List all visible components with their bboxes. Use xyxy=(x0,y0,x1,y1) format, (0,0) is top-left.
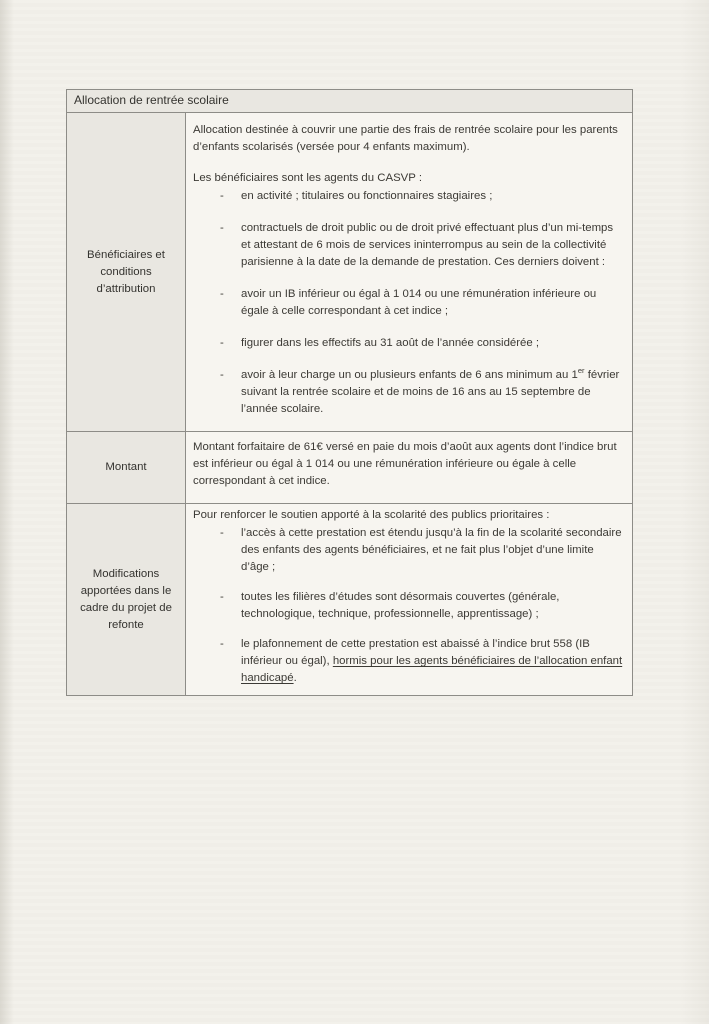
bullet-item xyxy=(193,220,626,271)
bullet-text: avoir un IB inférieur ou égal à 1 014 ou une rémunération inférieure ou égale à celle correspondant à cet indice ; xyxy=(241,288,597,317)
bullet-item xyxy=(193,286,626,320)
row-content-modifications xyxy=(186,504,632,695)
bullet-text-part: avoir à leur charge un ou plusieurs enfants de 6 ans minimum au 1 xyxy=(241,369,578,381)
row-content-beneficiaires xyxy=(186,113,632,431)
paragraph-modifications-intro: Pour renforcer le soutien apporté à la scolarité des publics prioritaires : xyxy=(193,509,550,521)
bullet-text: en activité ; titulaires ou fonctionnaires stagiaires ; xyxy=(241,190,493,202)
paragraph-montant: Montant forfaitaire de 61€ versé en paie du mois d’août aux agents dont l’indice brut est inférieur ou égal à 1 014 ou une rémunération inférieure ou égale à celle correspondant à cet indice. xyxy=(193,441,617,487)
table-row-modifications xyxy=(67,503,632,695)
bullet-text xyxy=(241,367,626,418)
bullet-dash: - xyxy=(220,337,224,349)
bullet-text-part: le plafonnement de cette prestation est abaissé à l’indice brut 558 (IB inférieur ou égal), xyxy=(241,638,590,667)
table-row-beneficiaires xyxy=(67,112,632,431)
paragraph-beneficiaires-heading: Les bénéficiaires sont les agents du CASVP : xyxy=(193,172,423,184)
row-label-text: Modifications apportées dans le cadre du projet de refonte xyxy=(80,567,172,631)
bullet-dash: - xyxy=(220,288,224,300)
bullet-item xyxy=(193,636,626,687)
bullet-text xyxy=(241,636,626,687)
row-label-modifications xyxy=(67,504,186,695)
bullet-text-underlined: hormis pour les agents bénéficiaires de l’allocation enfant handicapé xyxy=(241,655,623,684)
bullet-item xyxy=(193,367,626,418)
bullet-text: figurer dans les effectifs au 31 août de l’année considérée ; xyxy=(241,337,540,349)
bullet-item xyxy=(193,589,626,623)
allocation-table xyxy=(66,89,633,696)
paragraph-intro: Allocation destinée à couvrir une partie des frais de rentrée scolaire pour les parents d’enfants scolarisés (versée pour 4 enfants maximum). xyxy=(193,124,618,153)
bullet-dash: - xyxy=(220,638,224,650)
bullet-item xyxy=(193,188,626,205)
bullet-text-part: . xyxy=(293,672,297,684)
bullet-text-part: février suivant la rentrée scolaire et de moins de 16 ans au 15 septembre de l’année scolaire. xyxy=(241,369,620,415)
table-title: Allocation de rentrée scolaire xyxy=(74,93,229,107)
table-row-montant xyxy=(67,431,632,503)
bullet-dash: - xyxy=(220,190,224,202)
row-label-beneficiaires xyxy=(67,113,186,431)
bullet-text: contractuels de droit public ou de droit privé effectuant plus d’un mi-temps et attestant de 6 mois de services ininterrompus au sein de la collectivité parisienne à la date de la demande de prestation. Ces derniers doivent : xyxy=(241,222,614,268)
row-label-text: Bénéficiaires et conditions d’attribution xyxy=(87,248,165,295)
bullet-dash: - xyxy=(220,527,224,539)
bullet-dash: - xyxy=(220,369,224,381)
superscript-er: er xyxy=(577,366,585,376)
table-title-cell xyxy=(67,90,632,112)
bullet-text: l’accès à cette prestation est étendu jusqu’à la fin de la scolarité secondaire des enfants des agents bénéficiaires, et ne fait plus l’objet d’une limite d’âge ; xyxy=(241,527,622,573)
bullet-item xyxy=(193,335,626,352)
bullet-dash: - xyxy=(220,591,224,603)
row-label-montant xyxy=(67,432,186,503)
row-label-text: Montant xyxy=(105,461,147,473)
row-content-montant xyxy=(186,432,632,503)
bullet-dash: - xyxy=(220,222,224,234)
bullet-text: toutes les filières d’études sont désormais couvertes (générale, technologique, technique, professionnelle, apprentissage) ; xyxy=(241,591,560,620)
bullet-item xyxy=(193,525,626,576)
